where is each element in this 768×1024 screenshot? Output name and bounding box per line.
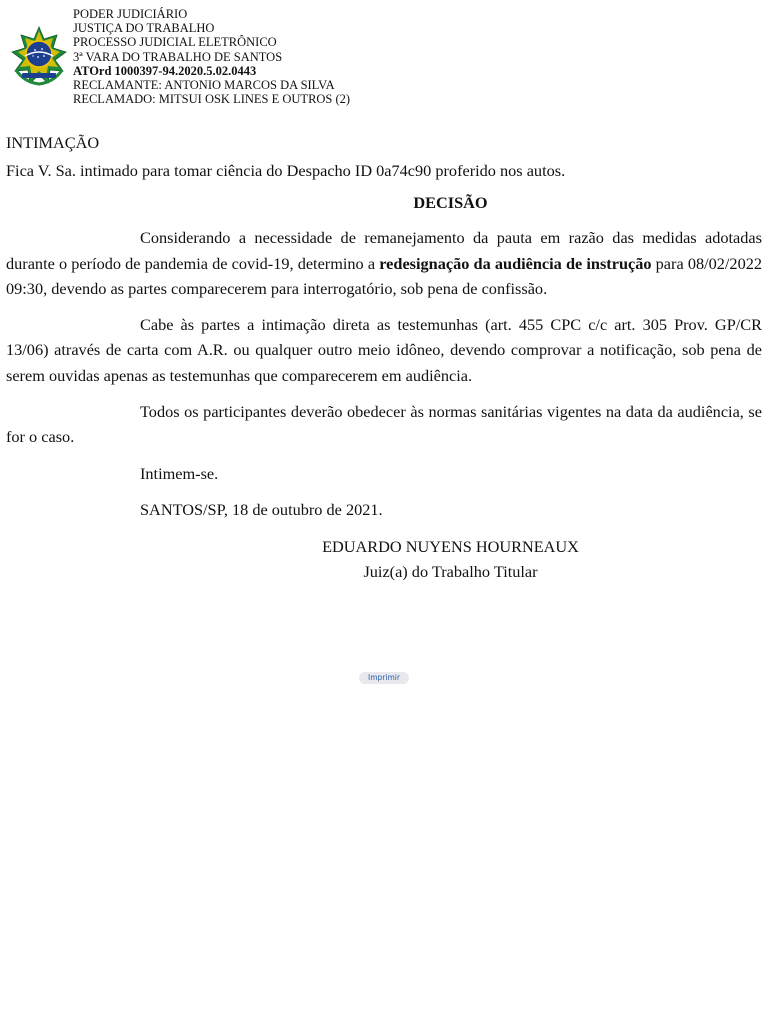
header-line-judiciary: PODER JUDICIÁRIO — [73, 7, 188, 21]
reclamante: RECLAMANTE: ANTONIO MARCOS DA SILVA — [73, 78, 335, 93]
print-button[interactable]: Imprimir — [359, 672, 409, 684]
closing-text: Intimem-se. — [140, 463, 219, 483]
decision-paragraph-2: Cabe às partes a intimação direta as testemunhas (art. 455 CPC c/c art. 305 Prov. GP/CR 13/06) através de carta com A.R. ou qualquer outro meio idôneo, devendo comprovar a notificação, sob pena de serem ouvidas apenas as testemunhas que comparecerem em audiência. — [6, 314, 762, 385]
decision-paragraph-1 — [6, 225, 762, 302]
document-title: INTIMAÇÃO — [6, 133, 100, 152]
paragraph-1-text-end: para 08/02/2022 09:30, devendo as partes comparecerem para interrogatório, sob pena de confissão. — [6, 253, 762, 299]
paragraph-1-text-start: Considerando a necessidade de remanejamento da pauta em razão das medidas adotadas durante o período de pandemia de covid-19, determino a — [6, 228, 762, 273]
signature-block — [6, 534, 762, 584]
document-header — [6, 6, 746, 106]
judge-title: Juiz(a) do Trabalho Titular — [363, 561, 538, 581]
intro-text: Fica V. Sa. intimado para tomar ciência do Despacho ID 0a74c90 proferido nos autos. — [6, 161, 566, 180]
paragraph-1-bold-text: redesignação da audiência de instrução — [379, 253, 652, 273]
header-line-system: PROCESSO JUDICIAL ELETRÔNICO — [73, 35, 277, 50]
header-line-venue: 3ª VARA DO TRABALHO DE SANTOS — [73, 49, 283, 64]
judge-name: EDUARDO NUYENS HOURNEAUX — [322, 536, 579, 556]
place-date: SANTOS/SP, 18 de outubro de 2021. — [140, 500, 383, 520]
brazil-coat-of-arms-icon — [8, 26, 70, 88]
process-number: ATOrd 1000397-94.2020.5.02.0443 — [73, 63, 257, 78]
decision-paragraph-3: Todos os participantes deverão obedecer às normas sanitárias vigentes na data da audiência, se for o caso. — [6, 401, 762, 447]
header-text — [73, 7, 350, 106]
document-body — [6, 130, 762, 584]
reclamado: RECLAMADO: MITSUI OSK LINES E OUTROS (2) — [73, 92, 351, 107]
header-line-court: JUSTIÇA DO TRABALHO — [73, 21, 215, 36]
decision-heading: DECISÃO — [413, 193, 488, 212]
